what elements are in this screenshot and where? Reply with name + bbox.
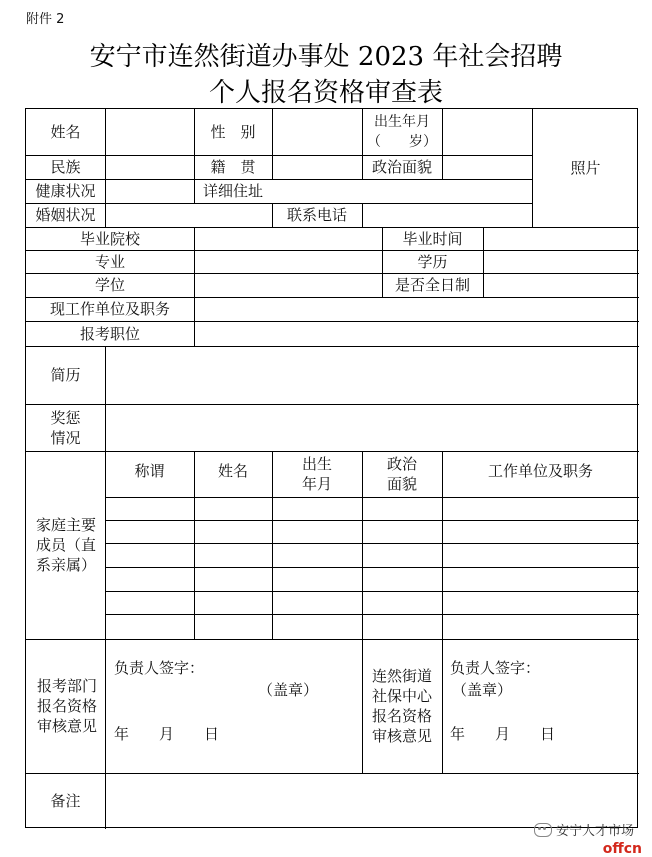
- school-field[interactable]: [194, 227, 382, 250]
- grad-time-field[interactable]: [483, 227, 639, 250]
- form-title-line2: 个人报名资格审查表: [208, 78, 443, 108]
- fulltime-field[interactable]: [483, 273, 639, 297]
- offcn-logo: offcn: [602, 841, 642, 857]
- major-field[interactable]: [194, 250, 382, 273]
- label-dept-opinion: 报考部门报名资格审核意见: [36, 677, 97, 735]
- form-title-line1: 安宁市连然街道办事处 2023 年社会招聘: [89, 42, 563, 72]
- watermark-text: 安宁人才市场: [555, 824, 634, 839]
- dept-seal-label: （盖章）: [257, 681, 318, 699]
- label-gender: 性 别: [210, 123, 256, 141]
- label-center-opinion: 连然街道社保中心报名资格审核意见: [371, 667, 432, 745]
- watermark: [534, 820, 634, 839]
- family-col-relation: 称谓: [134, 462, 165, 480]
- family-col-political-line1: 政治: [386, 455, 417, 473]
- label-ethnicity: 民族: [50, 158, 81, 176]
- family-col-political: [362, 451, 442, 497]
- label-marital: 婚姻状况: [35, 206, 96, 224]
- photo-box[interactable]: [532, 109, 639, 227]
- applied-position-field[interactable]: [194, 321, 639, 346]
- label-political-status: 政治面貌: [371, 158, 432, 176]
- label-education: 学历: [417, 252, 448, 271]
- attachment-label: 附件 2: [26, 12, 65, 27]
- center-date-label: 年 月 日: [450, 725, 556, 743]
- phone-field[interactable]: [362, 203, 532, 227]
- label-remarks: 备注: [50, 792, 81, 810]
- label-address: 详细住址: [202, 182, 263, 200]
- rewards-field[interactable]: [105, 404, 639, 451]
- family-col-birth: [272, 451, 362, 497]
- center-seal-label: （盖章）: [452, 681, 513, 699]
- label-phone: 联系电话: [286, 206, 347, 224]
- ethnicity-field[interactable]: [105, 155, 194, 179]
- label-fulltime: 是否全日制: [394, 276, 470, 294]
- marital-field[interactable]: [105, 203, 272, 227]
- label-photo: 照片: [570, 159, 601, 177]
- center-signature-label: 负责人签字：: [450, 659, 541, 677]
- dept-date-label: 年 月 日: [114, 725, 220, 743]
- label-resume: 简历: [50, 366, 81, 384]
- label-birth-date: [362, 109, 442, 155]
- label-rewards-line1: 奖惩: [50, 408, 81, 427]
- gender-field[interactable]: [272, 109, 362, 155]
- family-col-political-line2: 面貌: [386, 475, 417, 493]
- label-current-job: 现工作单位及职务: [49, 300, 170, 318]
- label-birth-line2: （ 岁）: [367, 134, 437, 150]
- label-grad-time: 毕业时间: [402, 229, 463, 248]
- label-native-place: 籍 贯: [210, 158, 256, 176]
- label-rewards: [26, 404, 105, 451]
- health-field[interactable]: [105, 179, 194, 203]
- birth-date-field[interactable]: [442, 109, 532, 155]
- resume-field[interactable]: [105, 346, 639, 404]
- label-major: 专业: [94, 252, 125, 271]
- label-health: 健康状况: [35, 182, 96, 200]
- label-birth-line1: 出生年月: [374, 114, 430, 130]
- label-rewards-line2: 情况: [50, 428, 81, 447]
- name-field[interactable]: [105, 109, 194, 155]
- family-col-birth-line2: 年月: [301, 475, 332, 493]
- native-place-field[interactable]: [272, 155, 362, 179]
- family-col-birth-line1: 出生: [301, 455, 332, 473]
- label-applied-position: 报考职位: [79, 324, 140, 343]
- education-field[interactable]: [483, 250, 639, 273]
- dept-signature-label: 负责人签字：: [114, 659, 205, 677]
- label-family-members: 家庭主要成员（直系亲属）: [36, 516, 97, 574]
- label-degree: 学位: [94, 276, 125, 294]
- family-col-name: 姓名: [217, 462, 248, 480]
- application-form-table: [25, 108, 638, 828]
- label-school: 毕业院校: [79, 229, 140, 248]
- wechat-icon: [534, 823, 552, 837]
- political-status-field[interactable]: [442, 155, 532, 179]
- current-job-field[interactable]: [194, 297, 639, 321]
- degree-field[interactable]: [194, 273, 382, 297]
- label-name: 姓名: [50, 123, 81, 141]
- family-col-work: 工作单位及职务: [487, 462, 593, 480]
- address-field[interactable]: [272, 179, 532, 203]
